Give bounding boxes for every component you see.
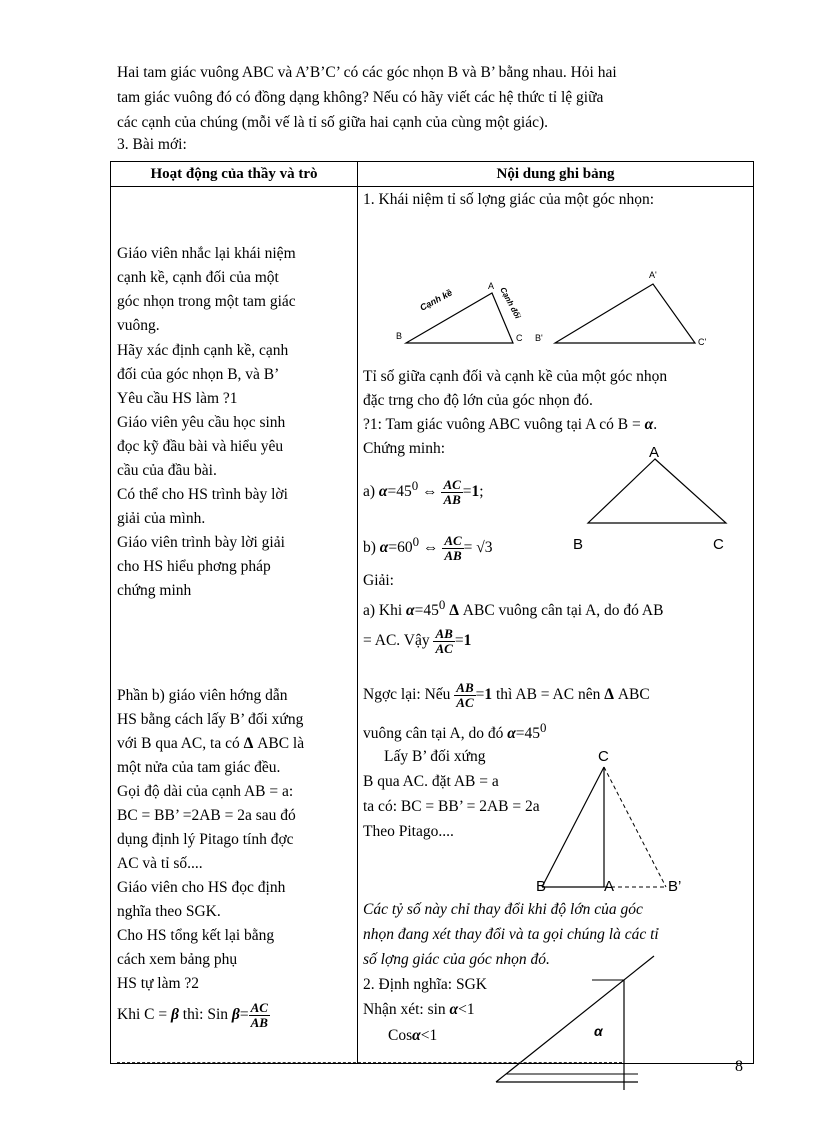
left-text: chứng minh	[117, 582, 192, 599]
left-text: Phần b) giáo viên hớng dẫn	[117, 687, 288, 704]
vertex-A-prime: A'	[649, 270, 657, 280]
right-text: Lấy B’ đối xứng	[384, 748, 486, 765]
vertex-A: A	[604, 878, 615, 891]
left-text: đối của góc nhọn B, và B’	[117, 366, 280, 383]
left-text: nghĩa theo SGK.	[117, 903, 221, 920]
italic-note: nhọn đang xét thay đổi và ta gọi chúng là các tỉ	[363, 926, 659, 943]
right-text: vuông cân tại A, do đó $\alpha=45^0$	[363, 720, 547, 743]
left-text: Có thể cho HS trình bày lời	[117, 486, 288, 503]
vertex-B-prime: B'	[535, 333, 543, 343]
left-text: một nửa của tam giác đều.	[117, 759, 281, 776]
intro-line: Hai tam giác vuông ABC và A’B’C’ có các góc nhọn B và B’ bằng nhau. Hỏi hai	[117, 64, 617, 81]
intro-paragraph	[117, 60, 757, 135]
header-right: Nội dung ghi bảng	[358, 162, 754, 187]
right-text: Cosα<1	[388, 1027, 438, 1044]
vertex-C: C	[516, 333, 523, 343]
triangles-figure	[388, 267, 718, 347]
intro-line: các cạnh của chúng (mỗi vế là tỉ số giữa hai cạnh của cùng một giác).	[117, 114, 549, 131]
header-left: Hoạt động của thầy và trò	[111, 162, 358, 187]
right-text: Tỉ số giữa cạnh đối và cạnh kề của một góc nhọn	[363, 368, 668, 385]
alpha-label: α	[594, 1023, 603, 1039]
vertex-C: C	[598, 749, 609, 765]
board-content-cell	[358, 187, 754, 1064]
left-text: Hãy xác định cạnh kề, cạnh	[117, 342, 289, 359]
right-text: Nhận xét: sin α<1	[363, 1001, 475, 1018]
vertex-C: C	[713, 536, 724, 553]
intro-line: tam giác vuông đó có đồng dạng không? Nếu có hãy viết các hệ thức tỉ lệ giữa	[117, 89, 604, 106]
lesson-table	[110, 161, 754, 1064]
right-text: Chứng minh:	[363, 440, 446, 457]
left-text: Giáo viên cho HS đọc định	[117, 879, 286, 896]
vertex-B: B	[536, 878, 547, 891]
vertex-B: B	[573, 536, 584, 553]
left-text: HS bằng cách lấy B’ đối xứng	[117, 711, 304, 728]
footer-rule	[117, 1062, 622, 1063]
adjacent-side-label: Cạnh kề	[418, 287, 454, 313]
opposite-side-label: Cạnh đối	[498, 285, 523, 321]
left-text: cách xem bảng phụ	[117, 951, 238, 968]
right-text: đặc trng cho độ lớn của góc nhọn đó.	[363, 392, 593, 409]
proof-b: b) $\alpha=60^0$ ⇔ $\frac{AC}{AB}$ = √3	[363, 533, 493, 564]
left-text: giải của mình.	[117, 510, 206, 527]
left-text: Giáo viên trình bày lời giải	[117, 534, 285, 551]
right-text: a) Khi $\alpha=45^0$ Δ ABC vuông cân tại A, do đó AB	[363, 597, 664, 620]
left-text: Khi C = β thì: Sin β= $\frac{AC}{AB}$	[117, 1000, 268, 1030]
left-text: đọc kỹ đầu bài và hiểu yêu	[117, 438, 284, 455]
right-text: ta có: BC = BB’ = 2AB = 2a	[363, 798, 540, 815]
left-text: vuông.	[117, 317, 160, 334]
left-text: BC = BB’ =2AB = 2a sau đó	[117, 807, 296, 824]
isosceles-triangle-figure	[568, 445, 748, 565]
vertex-C-prime: C'	[698, 337, 707, 347]
right-text: Ngợc lại: Nếu $\frac{AB}{AC}$ =1 thì AB = AC nên Δ ABC	[363, 680, 650, 710]
right-text: Giải:	[363, 572, 394, 589]
italic-note: số lợng giác của góc nhọn đó.	[363, 951, 550, 968]
fraction: $\frac{AC}{AB}$	[250, 1000, 268, 1030]
angle-triangle-figure	[488, 952, 758, 1092]
vertex-A: A	[649, 445, 660, 461]
vertex-B: B	[396, 331, 403, 341]
right-text: B qua AC. đặt AB = a	[363, 773, 499, 790]
left-text: Giáo viên yêu cầu học sinh	[117, 414, 286, 431]
left-text: AC và tỉ số....	[117, 855, 203, 872]
right-text: 2. Định nghĩa: SGK	[363, 976, 487, 993]
triangle-symbol: Δ	[243, 735, 254, 752]
left-text: Giáo viên nhắc lại khái niệm	[117, 245, 296, 262]
page-number: 8	[735, 1058, 743, 1075]
section-heading: 3. Bài mới:	[117, 136, 187, 153]
left-text: Cho HS tổng kết lại bằng	[117, 927, 275, 944]
left-text: cho HS hiểu phơng pháp	[117, 558, 271, 575]
left-text: HS tự làm ?2	[117, 975, 200, 992]
left-text: cạnh kề, cạnh đối của một	[117, 269, 279, 286]
left-text: dụng định lý Pitago tính đợc	[117, 831, 294, 848]
vertex-B-prime: B’	[668, 878, 682, 891]
vertex-A: A	[488, 281, 495, 291]
right-triangle-figure	[528, 749, 698, 891]
italic-note: Các tỷ số này chỉ thay đổi khi độ lớn của góc	[363, 901, 643, 918]
left-text: góc nhọn trong một tam giác	[117, 293, 296, 310]
right-text: 1. Khái niệm tỉ số lợng giác của một góc nhọn:	[363, 191, 655, 208]
proof-a: a) $\alpha=45^0$ ⇔ $\frac{AC}{AB}$ =1;	[363, 477, 484, 508]
left-text: Yêu cầu HS làm ?1	[117, 390, 238, 407]
right-text: ?1: Tam giác vuông ABC vuông tại A có B = α.	[363, 416, 658, 433]
right-text: Theo Pitago....	[363, 823, 454, 840]
left-text: với B qua AC, ta có Δ ABC là	[117, 735, 305, 752]
right-text: = AC. Vậy $\frac{AB}{AC}$ =1	[363, 626, 472, 656]
left-text: cầu của đầu bài.	[117, 462, 217, 479]
left-text: Gọi độ dài của cạnh AB = a:	[117, 783, 294, 800]
teacher-activity-cell	[111, 187, 358, 1064]
